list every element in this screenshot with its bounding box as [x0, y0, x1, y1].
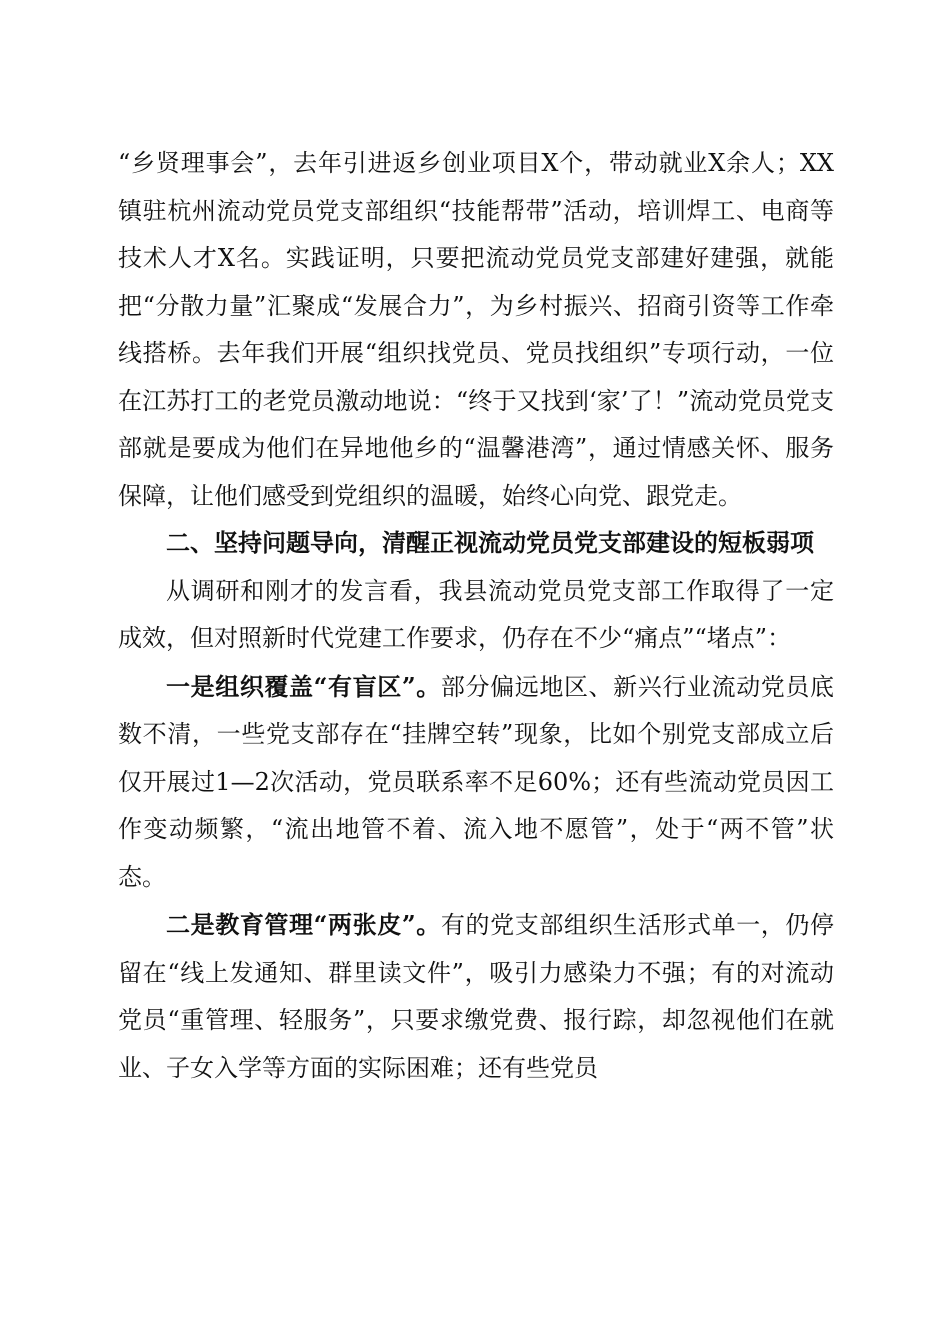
point-1-lead: 一是组织覆盖“有盲区”。: [166, 671, 441, 701]
point-2-lead: 二是教育管理“两张皮”。: [166, 910, 441, 939]
paragraph-continuation: “乡贤理事会”，去年引进返乡创业项目X个，带动就业X余人；XX镇驻杭州流动党员党支部组织“技能帮带”活动，培训焊工、电商等技术人才X名。实践证明，只要把流动党员党支部建好建强，就能把“分散力量”汇聚成“发展合力”，为乡村振兴、招商引资等工作牵线搭桥。去年我们开展“组织找党员、党员找组织”专项行动，一位在江苏打工的老党员激动地说：“终于又找到‘家’了！”流动党员党支部就是要成为他们在异地他乡的“温馨港湾”，通过情感关怀、服务保障，让他们感受到党组织的温暖，始终心向党、跟党走。: [118, 149, 834, 510]
section-heading: 二、坚持问题导向，清醒正视流动党员党支部建设的短板弱项: [166, 529, 814, 557]
point-1-body: 部分偏远地区、新兴行业流动党员底数不清，一些党支部存在“挂牌空转”现象，比如个别党支部成立后仅开展过1—2次活动，党员联系率不足60%；还有些流动党员因工作变动频繁，“流出地管不着、流入地不愿管”，处于“两不管”状态。: [118, 672, 835, 891]
paragraph-point-2: [118, 901, 834, 1092]
paragraph-point-1: [118, 663, 834, 902]
point-2-body: 有的党支部组织生活形式单一，仍停留在“线上发通知、群里读文件”，吸引力感染力不强；有的对流动党员“重管理、轻服务”，只要求缴党费、报行踪，却忽视他们在就业、子女入学等方面的实际困难；还有些党员: [118, 911, 835, 1082]
paragraph-intro: 从调研和刚才的发言看，我县流动党员党支部工作取得了一定成效，但对照新时代党建工作要求，仍存在不少“痛点”“堵点”：: [118, 576, 834, 652]
document-body: [118, 140, 834, 1092]
